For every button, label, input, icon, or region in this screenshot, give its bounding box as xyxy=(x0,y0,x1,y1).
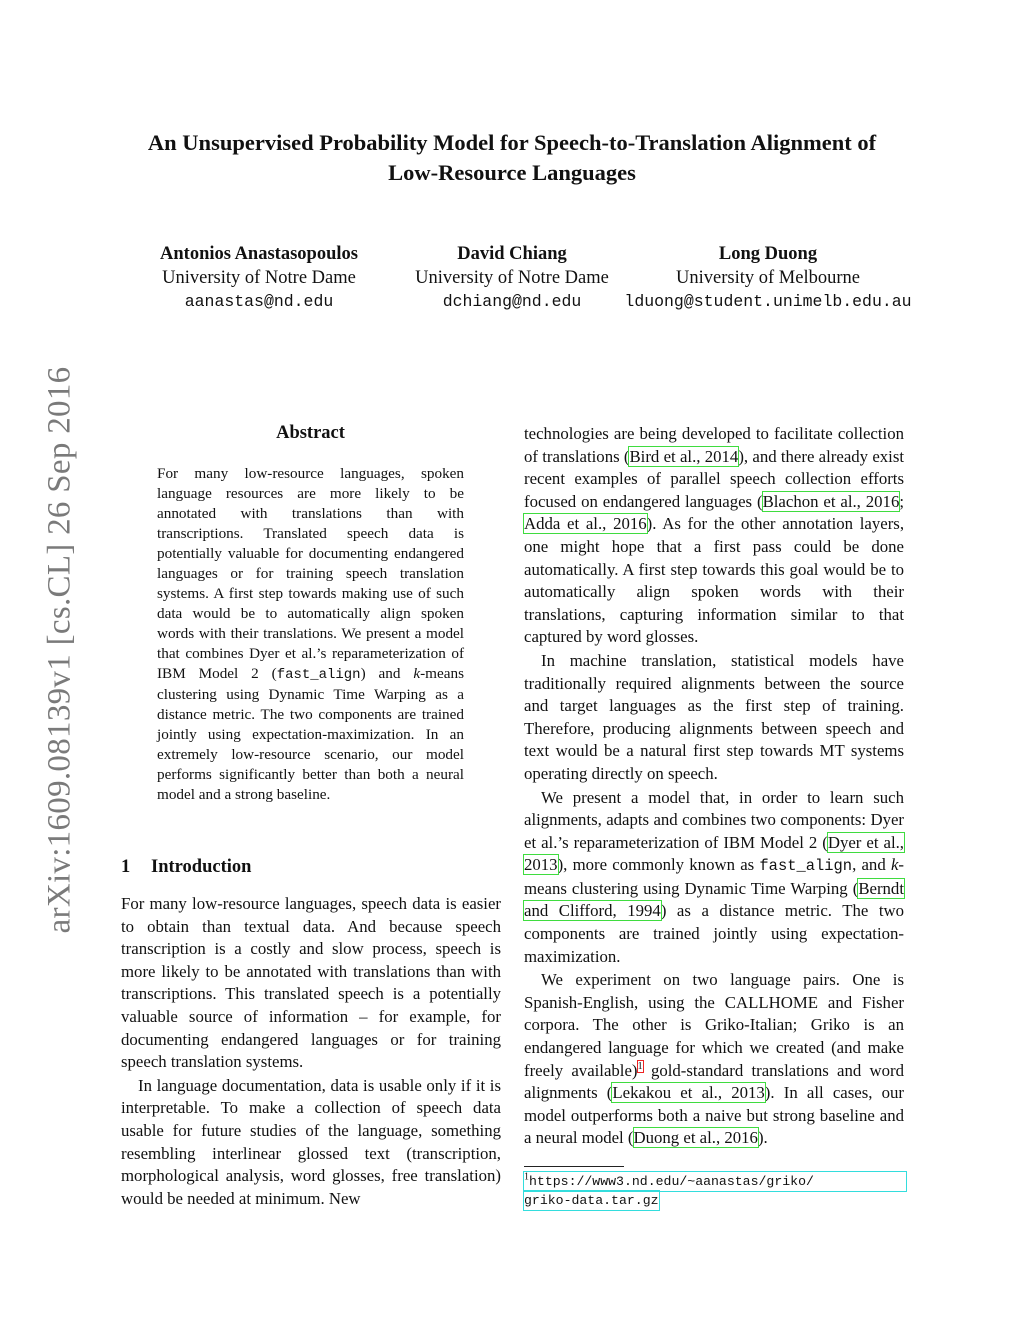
paragraph xyxy=(524,969,904,1150)
citation-link[interactable]: Berndt and Clifford, 1994 xyxy=(524,878,904,921)
citation-link[interactable]: Lekakou et al., 2013 xyxy=(612,1083,765,1103)
author-block xyxy=(135,243,383,314)
text-part: We present a model that, in order to learn such alignments, adapts and combines two components: Dyer et al.’s reparameterization of IBM Model 2 ( xyxy=(524,787,904,852)
text-part: ) as a distance metric. The two components are trained jointly using expectation-maximization. xyxy=(524,901,905,966)
code-fast-align: fast_align xyxy=(276,667,361,683)
section-number: 1 xyxy=(121,857,131,877)
footnote-mark: 1 xyxy=(524,1171,529,1183)
author-name: David Chiang xyxy=(457,244,567,264)
text-part: ). xyxy=(757,1128,768,1148)
text-part: ; xyxy=(899,491,905,511)
left-column xyxy=(121,893,501,1210)
arxiv-stamp: arXiv:1609.08139v1 [cs.CL] 26 Sep 2016 xyxy=(41,366,78,934)
abstract-part: For many low-resource languages, spoken language resources are more likely to be annotated with translations than with transcriptions. Translated speech data is potentially valuable for documenting endangered languages or for training speech translation systems. A first step towards making use of such data would be to automatically align spoken words with their translations. We present a model that combines Dyer et al.’s reparameterization of IBM Model 2 ( xyxy=(157,465,464,682)
author-email: lduong@student.unimelb.edu.au xyxy=(624,292,912,311)
text-part: -means clustering using Dynamic Time Warping ( xyxy=(524,855,904,898)
title-line-1: An Unsupervised Probability Model for Speech-to-Translation Alignment of xyxy=(147,130,877,155)
author-block xyxy=(610,243,926,314)
text-part: ), more commonly known as xyxy=(557,855,760,875)
text-part: , and xyxy=(852,855,891,875)
footnote-divider xyxy=(524,1166,624,1167)
author-affiliation: University of Melbourne xyxy=(676,267,860,288)
title-line-2: Low-Resource Languages xyxy=(388,160,636,185)
citation-link[interactable]: Bird et al., 2014 xyxy=(629,446,739,466)
math-k: k xyxy=(890,855,899,875)
text-part: ), and there already exist recent examples of parallel speech collection efforts focused on endangered languages ( xyxy=(524,446,905,511)
paragraph xyxy=(524,787,904,969)
text-part: We experiment on two language pairs. One is Spanish-English, using the CALLHOME and Fisher corpora. The other is Griko-Italian; Griko is an endangered language for which we created (and make freely available) xyxy=(524,970,904,1080)
author-affiliation: University of Notre Dame xyxy=(415,267,609,288)
abstract-part: -means clustering using Dynamic Time Warping as a distance metric. The two components are trained jointly using expectation-maximization. In an extremely low-resource scenario, our model performs significantly better than both a neural model and a strong baseline. xyxy=(157,665,464,803)
footnote-url-line1: https://www3.nd.edu/~aanastas/griko/ xyxy=(529,1174,814,1189)
footnote-ref-link[interactable]: 1 xyxy=(637,1061,643,1073)
footnote-url-link[interactable] xyxy=(524,1172,906,1191)
citation-link[interactable]: Blachon et al., 2016 xyxy=(762,491,900,511)
paragraph: In language documentation, data is usable only if it is interpretable. To make a collection of speech data usable for future studies of the language, something resembling interlinear glossed text (transcription, morphological analysis, word glosses, free translation) would be needed at minimum. New xyxy=(121,1075,501,1208)
code-fast-align: fast_align xyxy=(759,857,853,876)
right-column xyxy=(524,423,904,1150)
author-name: Antonios Anastasopoulos xyxy=(160,244,358,264)
footnote-url-link[interactable]: griko-data.tar.gz xyxy=(524,1193,659,1208)
author-email: dchiang@nd.edu xyxy=(442,292,582,311)
section-title: Introduction xyxy=(151,857,252,877)
paragraph xyxy=(524,423,904,649)
author-name: Long Duong xyxy=(718,244,818,264)
text-part: ). As for the other annotation layers, one might hope that a first pass could be done automatically. A first step towards this goal would be to automatically align spoken words with their translations, capturing information similar to that captured by word glosses. xyxy=(524,514,905,647)
footnote xyxy=(524,1172,906,1210)
abstract-text xyxy=(157,464,464,805)
text-part: technologies are being developed to facilitate collection of translations ( xyxy=(524,424,904,466)
abstract-part: ) and xyxy=(360,665,414,682)
paragraph: In machine translation, statistical models have traditionally required alignments between the source and target languages as the first step of training. Therefore, producing alignments between speech and text would be a natural first step towards MT systems operating directly on speech. xyxy=(524,650,904,783)
author-email: aanastas@nd.edu xyxy=(184,292,334,311)
author-block xyxy=(397,243,627,314)
text-part: gold-standard translations and word alignments ( xyxy=(524,1060,904,1103)
author-affiliation: University of Notre Dame xyxy=(162,267,356,288)
text-part: ). In all cases, our model outperforms both a naive but strong baseline and a neural model ( xyxy=(524,1083,904,1148)
citation-link[interactable]: Duong et al., 2016 xyxy=(633,1128,758,1148)
abstract-heading: Abstract xyxy=(276,423,345,443)
citation-link[interactable]: Adda et al., 2016 xyxy=(524,514,647,534)
paragraph: For many low-resource languages, speech data is easier to obtain than textual data. And because speech transcription is a costly and slow process, speech is more likely to be annotated with translations than with transcriptions. This translated speech is a potentially valuable source of information – for example, for documenting endangered languages or for training speech translation systems. xyxy=(121,894,501,1072)
citation-link[interactable]: Dyer et al., 2013 xyxy=(524,832,904,875)
math-k: k xyxy=(413,665,421,682)
section-heading xyxy=(121,857,251,878)
paper-title xyxy=(100,128,924,188)
